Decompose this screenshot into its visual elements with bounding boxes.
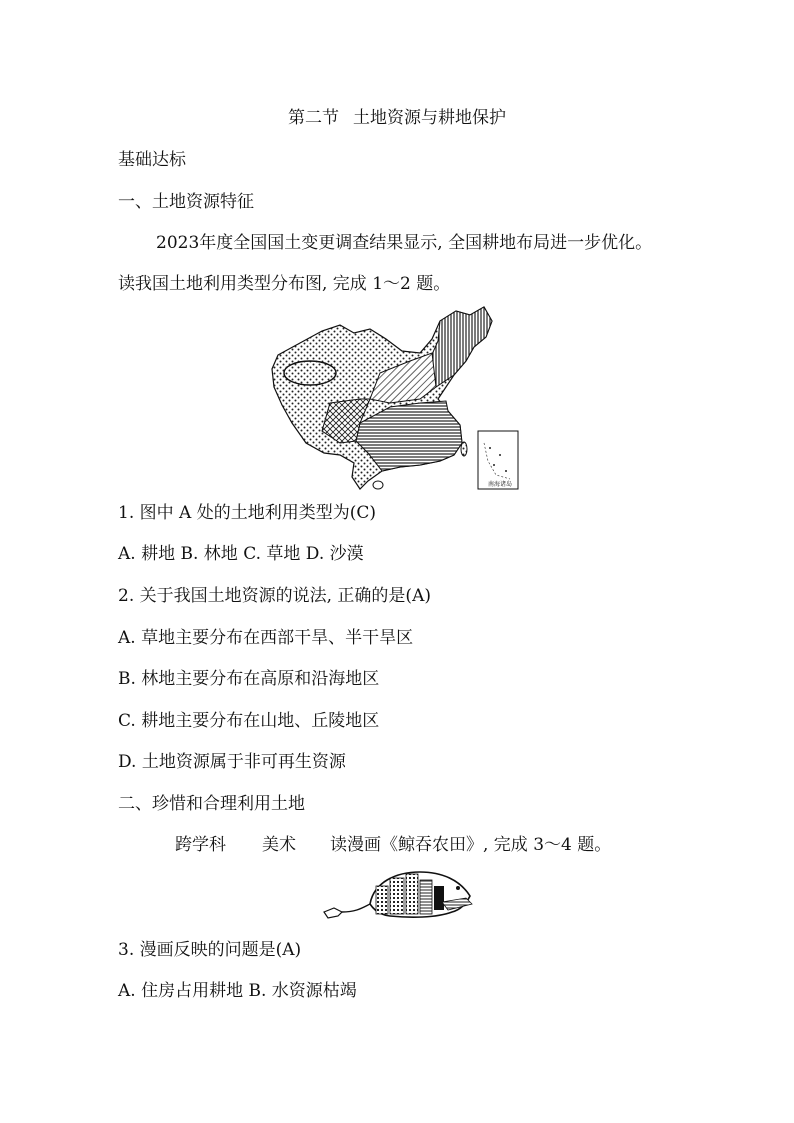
intro-line-1: 2023年度全国国土变更调查结果显示, 全国耕地布局进一步优化。 xyxy=(156,233,653,253)
part-one-heading: 一、土地资源特征 xyxy=(118,192,254,212)
china-land-use-map xyxy=(270,303,524,493)
question-3-stem: 3. 漫画反映的问题是(A) xyxy=(118,940,302,960)
whale-eating-farmland-cartoon xyxy=(320,868,476,924)
cartoon-illustration xyxy=(320,868,476,924)
section-title: 土地资源与耕地保护 xyxy=(353,108,506,128)
question-3-options: A. 住房占用耕地 B. 水资源枯竭 xyxy=(118,981,357,1001)
question-2-option-a: A. 草地主要分布在西部干旱、半干旱区 xyxy=(118,628,414,648)
question-2-option-c: C. 耕地主要分布在山地、丘陵地区 xyxy=(118,711,380,731)
question-2-stem: 2. 关于我国土地资源的说法, 正确的是(A) xyxy=(118,586,431,606)
question-2-option-d: D. 土地资源属于非可再生资源 xyxy=(118,752,346,772)
question-2-option-b: B. 林地主要分布在高原和沿海地区 xyxy=(118,669,380,689)
cross-subject-text: 读漫画《鲸吞农田》, 完成 3～4 题。 xyxy=(330,835,612,855)
cross-subject-tag: 跨学科 xyxy=(175,835,226,855)
part-two-heading: 二、珍惜和合理利用土地 xyxy=(118,794,305,814)
art-tag: 美术 xyxy=(262,835,296,855)
cross-subject-line xyxy=(175,834,611,856)
intro-line-2: 读我国土地利用类型分布图, 完成 1～2 题。 xyxy=(118,274,451,294)
subsection-heading: 基础达标 xyxy=(118,150,186,170)
section-number: 第二节 xyxy=(288,108,339,128)
map-illustration xyxy=(270,303,524,493)
inset-label: 南海诸岛 xyxy=(488,481,513,488)
question-1-stem: 1. 图中 A 处的土地利用类型为(C) xyxy=(118,503,376,523)
page-title xyxy=(0,107,794,129)
question-1-options: A. 耕地 B. 林地 C. 草地 D. 沙漠 xyxy=(118,544,364,564)
